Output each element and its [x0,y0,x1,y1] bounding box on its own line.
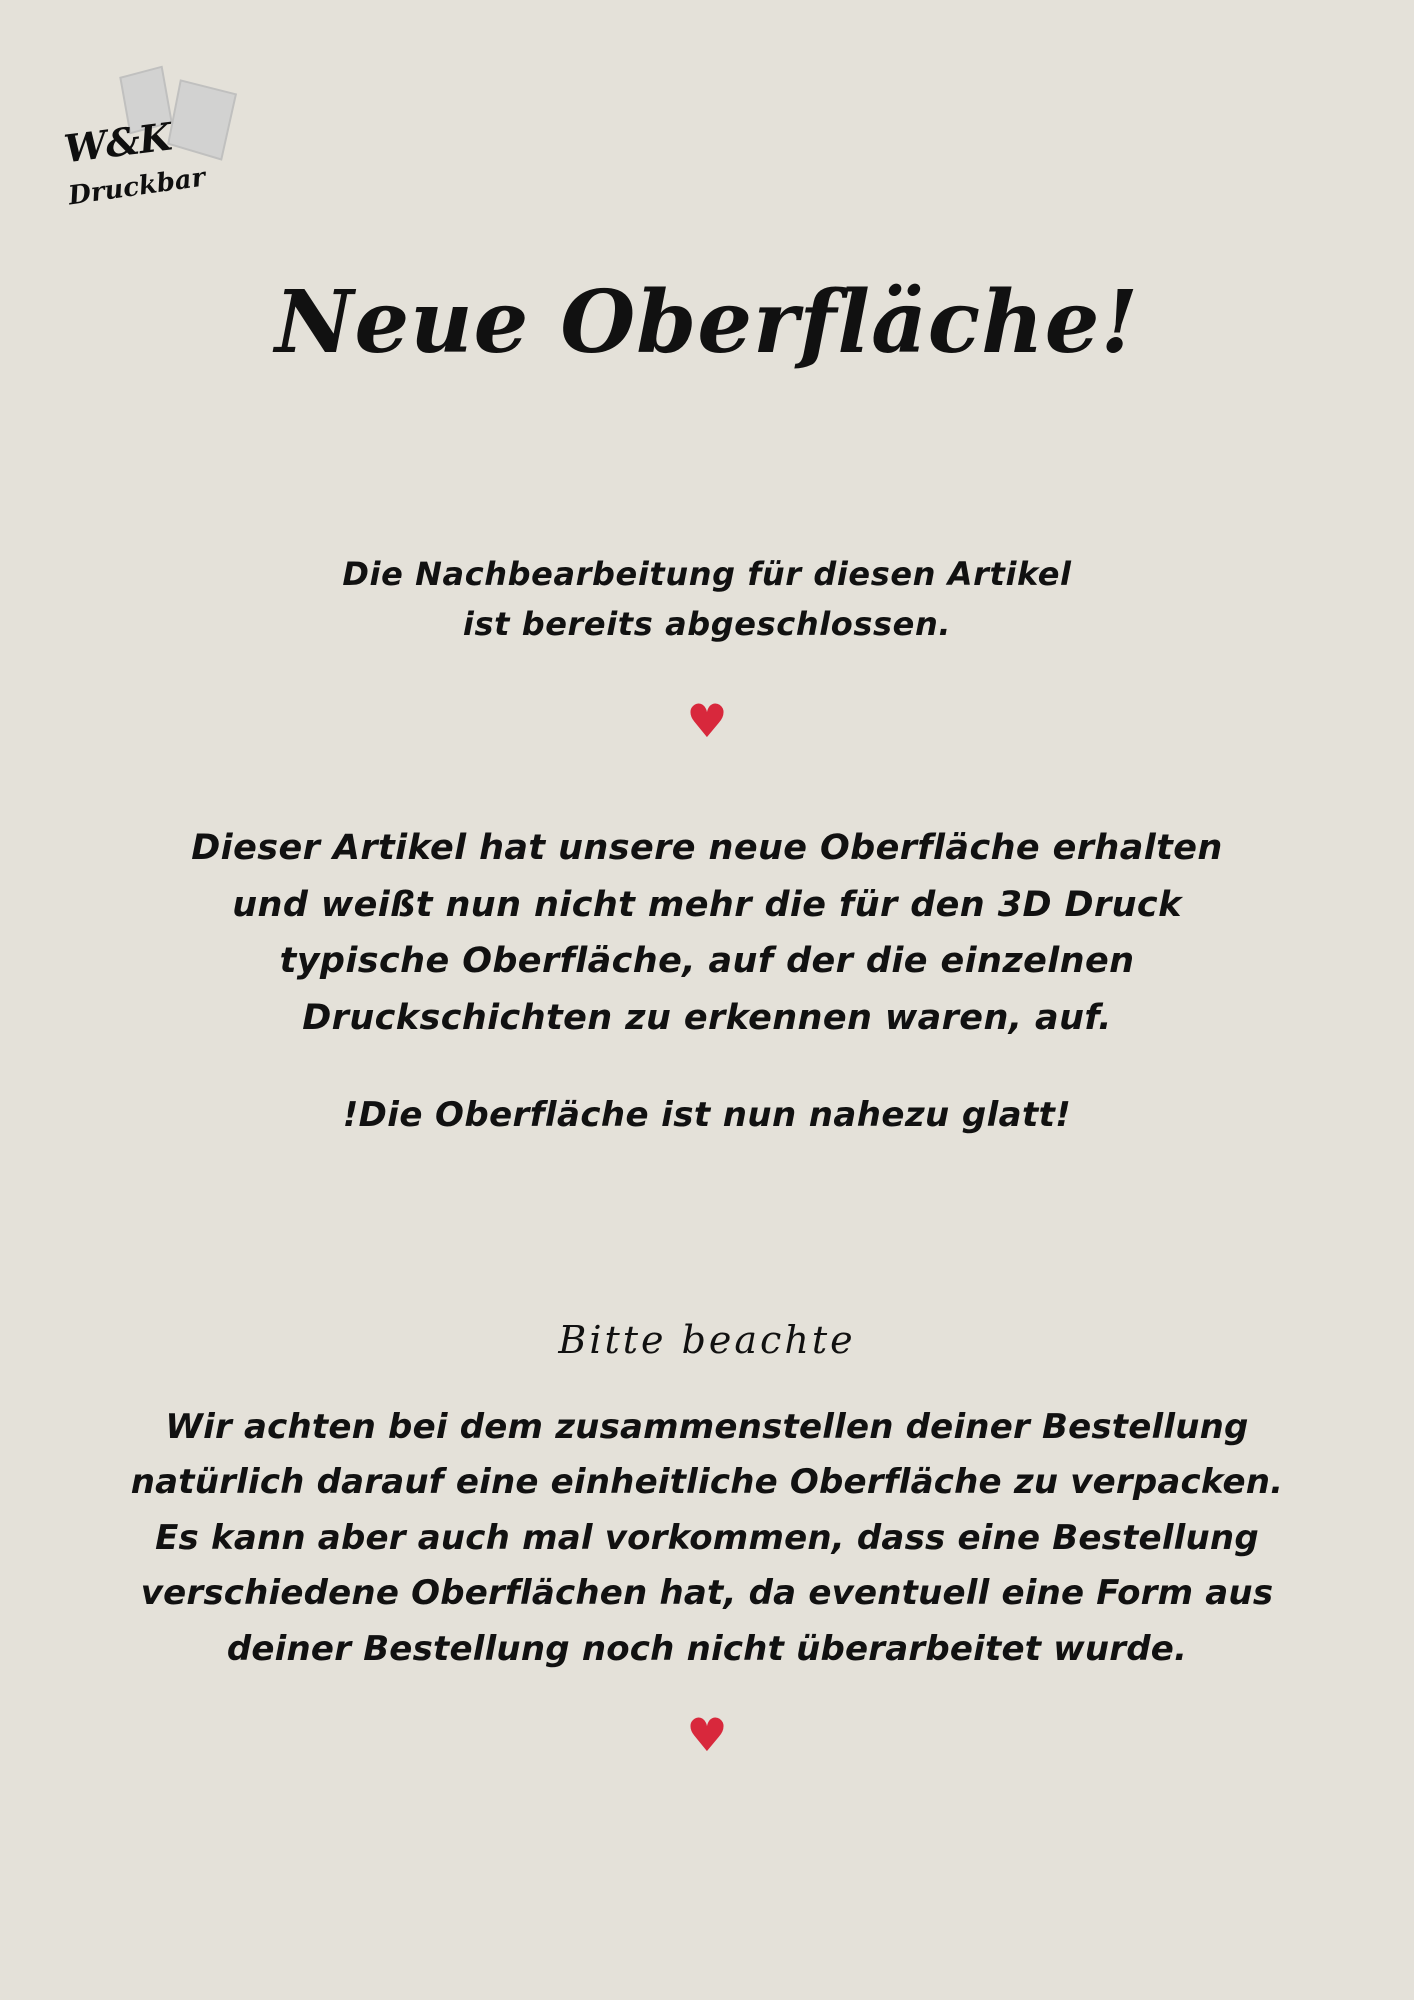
intro-line-1: Die Nachbearbeitung für diesen Artikel [342,555,1072,593]
main-line-4: Druckschichten zu erkennen waren, auf. [302,998,1112,1039]
intro-line-2: ist bereits abgeschlossen. [462,604,952,643]
smooth-surface-statement: !Die Oberfläche ist nun nahezu glatt! [342,1095,1072,1135]
note-line-2: natürlich darauf eine einheitliche Oberfläche zu verpacken. [130,1462,1284,1503]
logo-tagline-text: Druckbar [66,162,208,212]
main-line-3: typische Oberfläche, auf der die einzelnen [279,941,1135,982]
main-line-2: und weißt nun nicht mehr die für den 3D Druck [232,884,1182,925]
note-paragraph [0,1400,1414,1677]
wk-druckbar-logo [52,42,252,212]
note-line-1: Wir achten bei dem zusammenstellen deiner Bestellung [165,1407,1249,1447]
logo-brand-text: W&K [61,113,174,172]
heart-icon: ♥ [686,1708,728,1762]
note-line-3: Es kann aber auch mal vorkommen, dass eine Bestellung [155,1517,1259,1558]
heart-icon: ♥ [686,694,728,748]
note-line-5: deiner Bestellung noch nicht überarbeitet wurde. [226,1628,1188,1669]
intro-paragraph [0,550,1414,649]
main-line-1: Dieser Artikel hat unsere neue Oberfläche erhalten [191,828,1223,868]
note-line-4: verschiedene Oberflächen hat, da eventuell eine Form aus [140,1573,1274,1614]
page-title: Neue Oberfläche! [274,272,1140,373]
main-paragraph [0,820,1414,1047]
note-subheading: Bitte beachte [558,1318,856,1362]
